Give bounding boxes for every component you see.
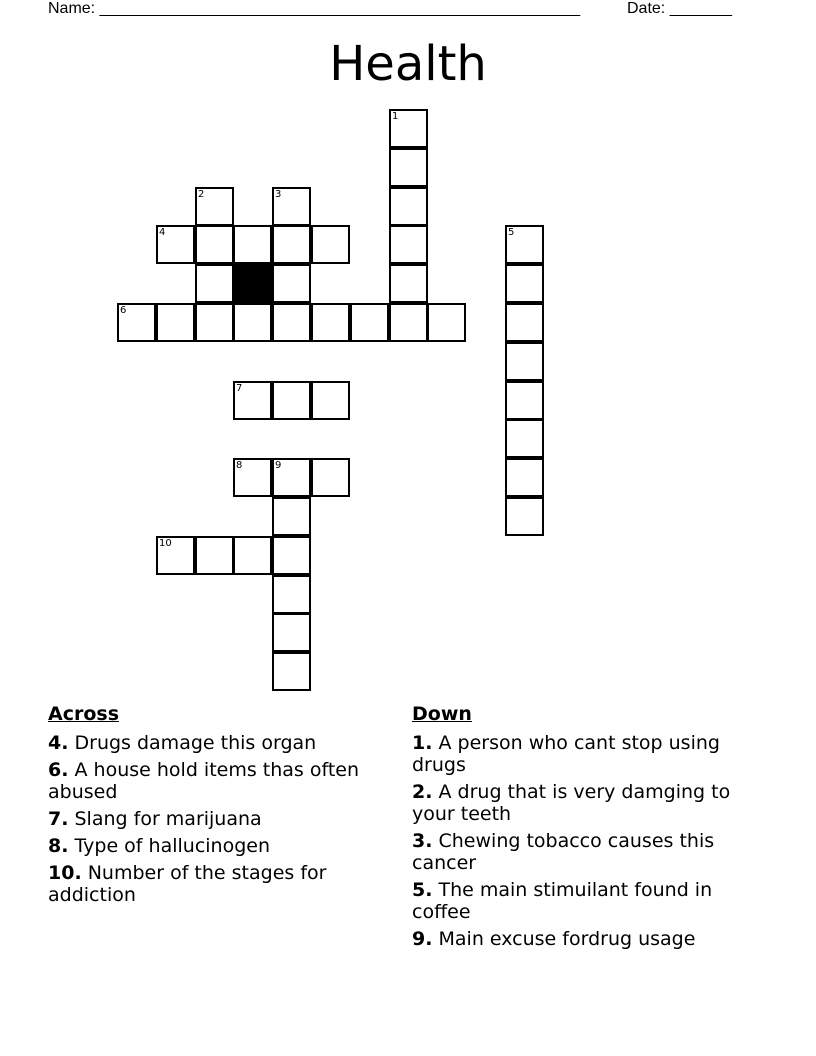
- puzzle-title: Health: [329, 36, 487, 92]
- name-field-label[interactable]: Name: ______________________________________________________: [48, 0, 581, 17]
- clue-number: 4.: [48, 732, 69, 754]
- grid-cell[interactable]: [505, 264, 544, 303]
- grid-cell[interactable]: [272, 613, 311, 652]
- grid-cell[interactable]: [156, 536, 195, 575]
- grid-cell[interactable]: [311, 303, 350, 342]
- grid-cell[interactable]: [389, 303, 428, 342]
- grid-cell[interactable]: [505, 381, 544, 420]
- clue-number-label: 7: [236, 383, 243, 394]
- across-clue: [48, 759, 378, 803]
- down-clue-list: [412, 732, 757, 955]
- clue-text: The main stimuilant found in coffee: [412, 879, 713, 923]
- clue-number-label: 8: [236, 460, 243, 471]
- clue-number-label: 5: [508, 227, 515, 238]
- grid-cell[interactable]: [505, 458, 544, 497]
- grid-cell[interactable]: [272, 303, 311, 342]
- grid-cell[interactable]: [505, 497, 544, 536]
- grid-cell[interactable]: [389, 225, 428, 264]
- clue-number: 1.: [412, 732, 433, 754]
- grid-cell[interactable]: [272, 225, 311, 264]
- clue-text: Chewing tobacco causes this cancer: [412, 830, 715, 874]
- grid-cell[interactable]: [272, 652, 311, 691]
- clue-number: 8.: [48, 835, 69, 857]
- down-clue: [412, 781, 757, 825]
- clue-text: A house hold items thas often abused: [48, 759, 360, 803]
- grid-cell[interactable]: [117, 303, 156, 342]
- grid-cell[interactable]: [389, 148, 428, 187]
- grid-cell[interactable]: [272, 187, 311, 226]
- grid-cell[interactable]: [272, 575, 311, 614]
- grid-cell[interactable]: [505, 225, 544, 264]
- clue-number: 10.: [48, 862, 82, 884]
- grid-cell[interactable]: [505, 419, 544, 458]
- clue-number-label: 2: [198, 189, 205, 200]
- grid-cell[interactable]: [272, 536, 311, 575]
- grid-cell[interactable]: [311, 381, 350, 420]
- clue-text: A person who cant stop using drugs: [412, 732, 720, 776]
- clue-text: Drugs damage this organ: [74, 732, 317, 754]
- grid-cell[interactable]: [389, 109, 428, 148]
- down-clue: [412, 879, 757, 923]
- clue-number: 6.: [48, 759, 69, 781]
- down-heading: Down: [412, 703, 472, 725]
- clue-number-label: 6: [120, 305, 127, 316]
- across-clue: [48, 732, 378, 754]
- date-field-label[interactable]: Date: _______: [627, 0, 732, 17]
- clue-number: 3.: [412, 830, 433, 852]
- clue-text: Number of the stages for addiction: [48, 862, 327, 906]
- clue-number-label: 1: [392, 111, 399, 122]
- grid-cell[interactable]: [311, 458, 350, 497]
- grid-cell[interactable]: [156, 225, 195, 264]
- grid-cell[interactable]: [195, 187, 234, 226]
- clue-text: Main excuse fordrug usage: [438, 928, 696, 950]
- grid-cell[interactable]: [195, 303, 234, 342]
- across-clue: [48, 862, 378, 906]
- down-clue: [412, 830, 757, 874]
- grid-cell[interactable]: [505, 303, 544, 342]
- grid-cell[interactable]: [233, 225, 272, 264]
- clue-number-label: 4: [159, 227, 166, 238]
- grid-cell[interactable]: [195, 225, 234, 264]
- clue-number: 2.: [412, 781, 433, 803]
- grid-cell[interactable]: [350, 303, 389, 342]
- clue-number-label: 9: [275, 460, 282, 471]
- clue-number-label: 10: [159, 538, 172, 549]
- clue-number: 7.: [48, 808, 69, 830]
- grid-cell[interactable]: [505, 342, 544, 381]
- across-clue: [48, 835, 378, 857]
- down-clue: [412, 732, 757, 776]
- grid-cell[interactable]: [311, 225, 350, 264]
- grid-cell[interactable]: [272, 458, 311, 497]
- grid-cell[interactable]: [156, 303, 195, 342]
- grid-cell[interactable]: [233, 303, 272, 342]
- clue-number-label: 3: [275, 189, 282, 200]
- across-heading: Across: [48, 703, 120, 725]
- blocked-cell: [233, 264, 272, 303]
- clue-number: 9.: [412, 928, 433, 950]
- down-clue: [412, 928, 757, 950]
- clue-text: Slang for marijuana: [74, 808, 262, 830]
- grid-cell[interactable]: [233, 381, 272, 420]
- across-clue: [48, 808, 378, 830]
- clue-text: A drug that is very damging to your teeth: [412, 781, 731, 825]
- grid-cell[interactable]: [389, 187, 428, 226]
- grid-cell[interactable]: [272, 497, 311, 536]
- grid-cell[interactable]: [427, 303, 466, 342]
- grid-cell[interactable]: [272, 264, 311, 303]
- grid-cell[interactable]: [272, 381, 311, 420]
- grid-cell[interactable]: [195, 536, 234, 575]
- across-clue-list: [48, 732, 378, 911]
- clue-text: Type of hallucinogen: [74, 835, 271, 857]
- clue-number: 5.: [412, 879, 433, 901]
- grid-cell[interactable]: [195, 264, 234, 303]
- grid-cell[interactable]: [233, 536, 272, 575]
- grid-cell[interactable]: [233, 458, 272, 497]
- grid-cell[interactable]: [389, 264, 428, 303]
